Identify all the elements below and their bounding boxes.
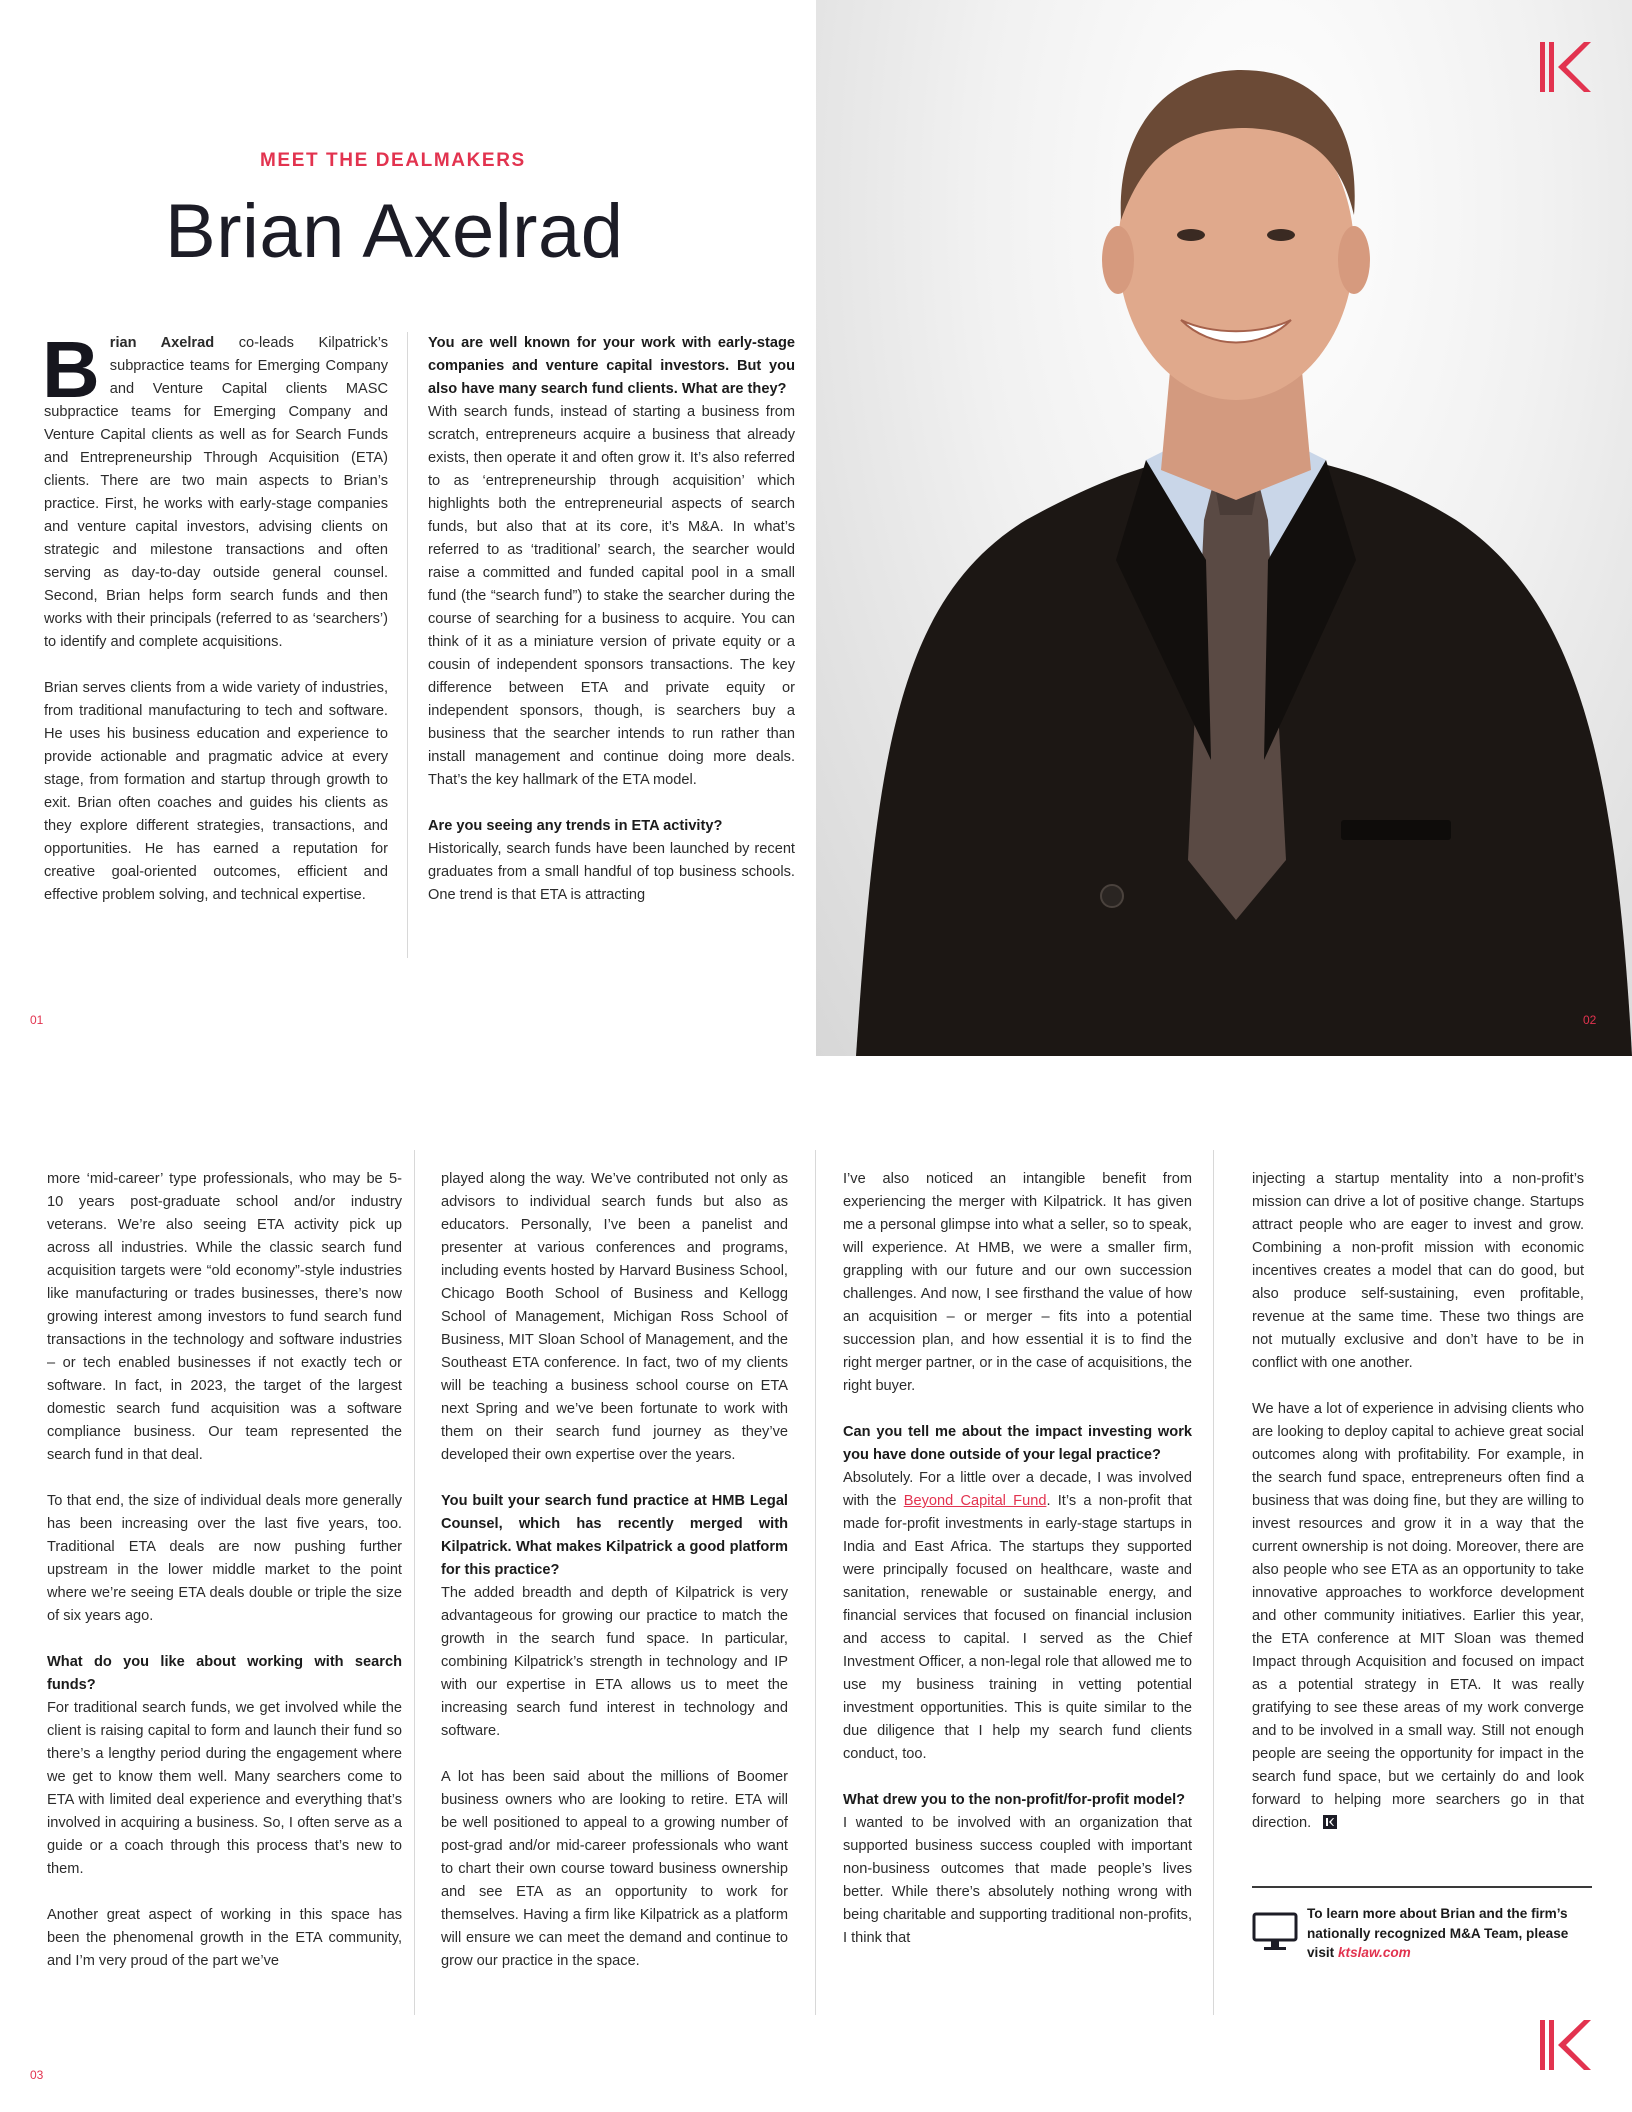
end-mark-icon	[1323, 1815, 1337, 1829]
column-divider	[815, 1150, 816, 2015]
page3-column-2	[441, 1168, 788, 1973]
intro-name: rian Axelrad	[109, 335, 215, 351]
col3-answer-2: I wanted to be involved with an organization that supported business success coupled with important non-business outcomes that made people’s lives better. While there’s absolutely nothing wrong with being charitable and supporting traditional non-profits, I think that	[843, 1815, 1192, 1946]
question-1: You are well known for your work with early-stage companies and venture capital investors. But you also have many search fund clients. What are they?	[428, 335, 795, 397]
drop-cap: B	[42, 325, 100, 414]
cta-text: To learn more about Brian and the firm’s nationally recognized M&A Team, please visit	[1307, 1906, 1569, 1960]
page-number-03: 03	[30, 2068, 44, 2082]
answer-2: Historically, search funds have been launched by recent graduates from a small handful of top business schools. One trend is that ETA is attracting	[428, 841, 795, 903]
column-divider	[414, 1150, 415, 2015]
col1-paragraph-3: For traditional search funds, we get involved while the client is raising capital to form and launch their fund so there’s a lengthy period during the engagement where we get to know them well. Many searchers come to ETA with limited deal experience and everything that’s involved in acquiring a business. So, I often serve as a guide or a coach through this process that’s new to them.	[47, 1700, 402, 1877]
col1-question: What do you like about working with search funds?	[47, 1654, 402, 1693]
cta-box	[1307, 1904, 1597, 1963]
answer-1: With search funds, instead of starting a business from scratch, entrepreneurs acquire a business that already exists, then operate it and often grow it. It’s also referred to as ‘entrepreneurship through acquisition’ which highlights both the entrepreneurial aspects of search funds, but also that at its core, it’s M&A. In what’s referred to as ‘traditional’ search, the searcher would raise a committed and funded capital pool in a small fund (the “search fund”) to stake the searcher during the course of searching for a business to acquire. You can think of it as a miniature version of private equity or a cousin of independent sponsors transactions. The key difference between ETA and private equity or independent sponsors, though, is searchers buy a business that the searcher intends to run rather than install management and continue doing more deals. That’s the key hallmark of the ETA model.	[428, 404, 795, 788]
col1-paragraph-1: more ‘mid-career’ type professionals, who may be 5-10 years post-graduate school and/or industry veterans. We’re also seeing ETA activity pick up across all industries. While the classic search fund acquisition targets were “old economy”-style industries like manufacturing or trades businesses, there’s now growing interest among investors to fund search fund transactions in the technology and software industries – or tech enabled businesses if not exactly tech or software. In fact, in 2023, the target of the largest domestic search fund acquisition was a software compliance business. Our team represented the search fund in that deal.	[47, 1171, 402, 1463]
beyond-capital-fund-link[interactable]: Beyond Capital Fund	[903, 1493, 1047, 1509]
col3-paragraph-1: I’ve also noticed an intangible benefit from experiencing the merger with Kilpatrick. It has given me a personal glimpse into what a seller, so to speak, will experience. At HMB, we were a smaller firm, grappling with our future and our own succession challenges. And now, I see firsthand the value of how an acquisition – or merger – fits into a potential succession plan, and how essential it is to find the right merger partner, or in the case of acquisitions, the right buyer.	[843, 1171, 1192, 1394]
col2-question: You built your search fund practice at HMB Legal Counsel, which has recently merged with Kilpatrick. What makes Kilpatrick a good platform for this practice?	[441, 1493, 788, 1578]
col1-paragraph-4: Another great aspect of working in this space has been the phenomenal growth in the ETA community, and I’m very proud of the part we’ve	[47, 1907, 402, 1969]
col3-answer-1-rest: . It’s a non-profit that made for-profit investments in early-stage startups in India and East Africa. The startups they supported were principally focused on healthcare, waste and sanitation, renewable or sustainable energy, and financial services that focused on financial inclusion and access to capital. I served as the Chief Investment Officer, a non-legal role that allowed me to use my business training in vetting potential investment opportunities. This is quite similar to the due diligence that I help my search fund clients conduct, too.	[843, 1493, 1192, 1762]
intro-paragraph-1: co-leads Kilpatrick’s subpractice teams for Emerging Company and Venture Capital clients MASC subpractice teams for Emerging Company and Venture Capital clients as well as for Search Funds and Entrepreneurship Through Acquisition (ETA) clients. There are two main aspects to Brian’s practice. First, he works with early-stage companies and venture capital investors, advising clients on strategic and milestone transactions and often serving as day-to-day outside general counsel. Second, Brian helps form search funds and then works with their principals (referred to as ‘searchers’) to identify and complete acquisitions.	[44, 335, 388, 650]
page-number-02: 02	[1583, 1013, 1597, 1027]
monitor-icon	[1252, 1912, 1298, 1952]
col3-question-1: Can you tell me about the impact investing work you have done outside of your legal practice?	[843, 1424, 1192, 1463]
page3-column-3	[843, 1168, 1192, 1950]
interview-column-1	[428, 332, 795, 907]
portrait-photo	[816, 0, 1632, 1056]
col4-paragraph-2-text: We have a lot of experience in advising clients who are looking to deploy capital to achieve great social outcomes along with profitability. For example, in the search fund space, entrepreneurs often find a business that was doing fine, but they are willing to invest resources and grow it in a way that the current ownership is not doing. Moreover, there are also people who see ETA as an opportunity to take innovative approaches to workforce development and other community initiatives. Earlier this year, the ETA conference at MIT Sloan was themed Impact through Acquisition and focused on impact as a potential strategy in ETA. It was really gratifying to see these areas of my work converge and to be involved in a small way. Still not enough people are seeing the opportunity for impact in the search fund space, but we certainly do and look forward to helping more searchers go in that direction.	[1252, 1401, 1584, 1831]
page3-column-1	[47, 1168, 402, 1973]
col1-paragraph-2: To that end, the size of individual deals more generally has been increasing over the last five years, too. Traditional ETA deals are now pushing further upstream in the lower middle market to the point where we’re seeing ETA deals double or triple the size of six years ago.	[47, 1493, 402, 1624]
col2-paragraph-1: played along the way. We’ve contributed not only as advisors to individual search funds but also as educators. Personally, I’ve been a panelist and presenter at various conferences and programs, including events hosted by Harvard Business School, Chicago Booth School of Business and Kellogg School of Management, Michigan Ross School of Business, MIT Sloan School of Management, and the Southeast ETA conference. In fact, two of my clients will be teaching a business school course on ETA next Spring and we’ve been fortunate to work with them on their search fund journey as they’ve developed their own expertise over the years.	[441, 1171, 788, 1463]
col4-paragraph-2	[1252, 1398, 1584, 1835]
col3-question-2: What drew you to the non-profit/for-profit model?	[843, 1792, 1186, 1808]
intro-column	[42, 325, 388, 907]
col3-answer-1-start: Absolutely. For a little over a decade, I was involved with the	[843, 1470, 1192, 1509]
col4-paragraph-1: injecting a startup mentality into a non-profit’s mission can drive a lot of positive change. Startups attract people who are eager to invest and grow. Combining a non-profit mission with economic incentives creates a model that can do good, but also produce self-sustaining, even profitable, revenue at the same time. These two things are not mutually exclusive and don’t have to be in conflict with one another.	[1252, 1171, 1584, 1371]
page-number-01: 01	[30, 1013, 44, 1027]
column-divider	[1213, 1150, 1214, 2015]
ktslaw-link[interactable]: ktslaw.com	[1337, 1945, 1411, 1960]
section-kicker: MEET THE DEALMAKERS	[260, 150, 526, 171]
page-title: Brian Axelrad	[165, 189, 624, 274]
cta-divider	[1252, 1886, 1592, 1888]
portrait-illustration	[816, 0, 1632, 1056]
column-divider	[407, 332, 408, 958]
intro-paragraph-2: Brian serves clients from a wide variety of industries, from traditional manufacturing to tech and software. He uses his business education and experience to provide actionable and pragmatic advice at every stage, from formation and startup through growth to exit. Brian often coaches and guides his clients as they explore different strategies, transactions, and opportunities. He has earned a reputation for creative goal-oriented outcomes, efficient and effective problem solving, and technical expertise.	[44, 680, 388, 903]
page3-column-4	[1252, 1168, 1584, 1835]
kilpatrick-logo	[1538, 40, 1594, 94]
kilpatrick-logo-bottom	[1538, 2018, 1594, 2072]
question-2: Are you seeing any trends in ETA activity?	[428, 818, 723, 834]
col3-answer-1	[843, 1467, 1192, 1766]
col2-paragraph-2: The added breadth and depth of Kilpatrick is very advantageous for growing our practice to match the growth in the search fund space. In particular, combining Kilpatrick’s strength in technology and IP with our expertise in ETA allows us to meet the increasing search fund interest in technology and software.	[441, 1585, 788, 1739]
col2-paragraph-3: A lot has been said about the millions of Boomer business owners who are looking to retire. ETA will be well positioned to appeal to a growing number of post-grad and/or mid-career professionals who want to chart their own course toward business ownership and see ETA as an opportunity to work for themselves. Having a firm like Kilpatrick as a platform will ensure we can meet the demand and continue to grow our practice in the space.	[441, 1769, 788, 1969]
